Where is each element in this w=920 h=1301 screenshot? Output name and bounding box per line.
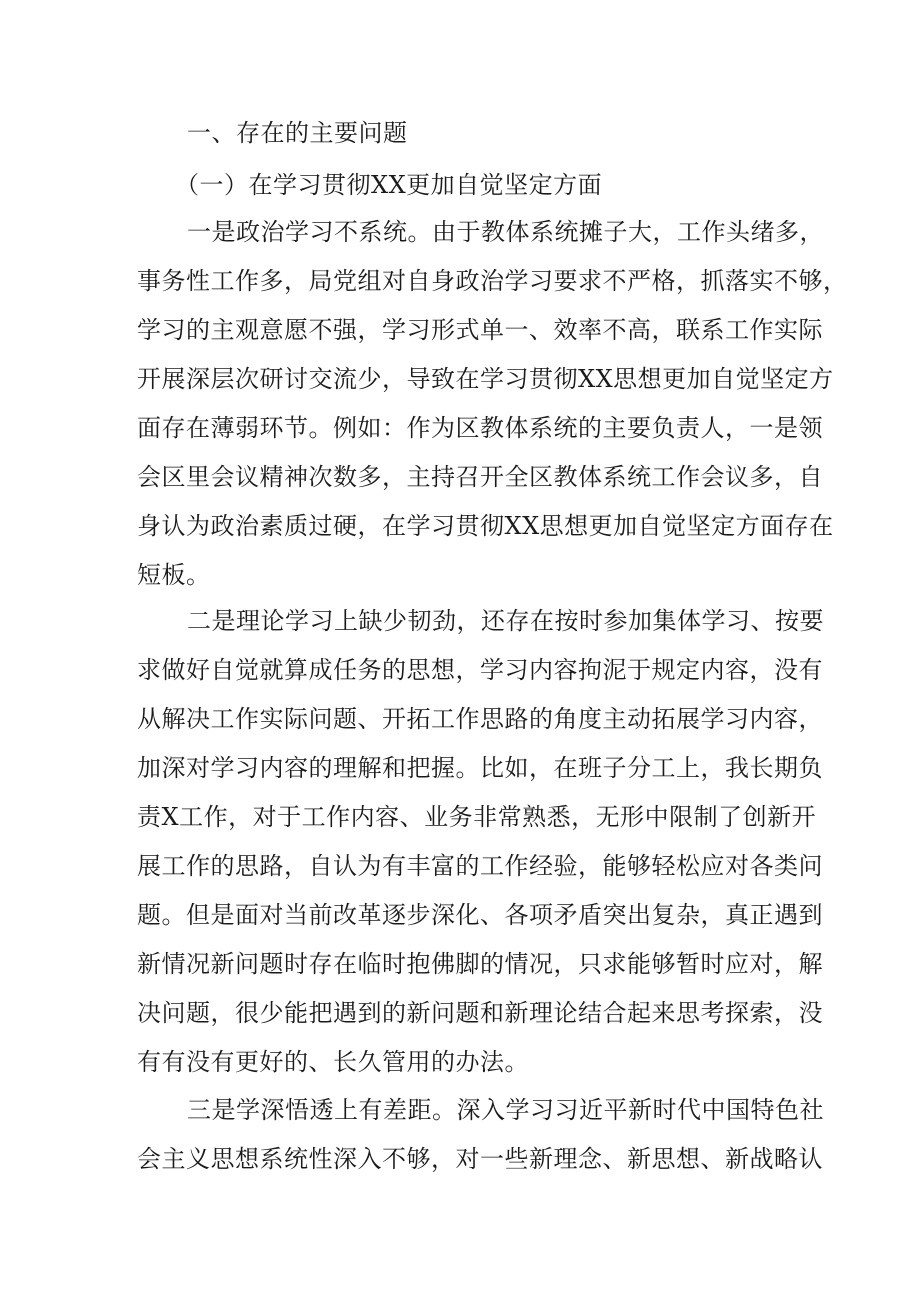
text-line: 短板。	[137, 561, 211, 589]
text-line: 有有没有更好的、长久管用的办法。	[137, 1048, 529, 1076]
text-line: 会主义思想系统性深入不够，对一些新理念、新思想、新战略认	[137, 1145, 823, 1173]
section-heading: 一、存在的主要问题	[187, 119, 408, 147]
text-line: 从解决工作实际问题、开拓工作思路的角度主动拓展学习内容，	[137, 705, 823, 733]
text-line: 事务性工作多，局党组对自身政治学习要求不严格，抓落实不够，	[137, 267, 848, 295]
text-line: 展工作的思路，自认为有丰富的工作经验，能够轻松应对各类问	[137, 852, 823, 880]
text-line: 三是学深悟透上有差距。深入学习习近平新时代中国特色社	[187, 1096, 824, 1124]
text-line: 责X工作，对于工作内容、业务非常熟悉，无形中限制了创新开	[137, 803, 817, 831]
text-line: 决问题，很少能把遇到的新问题和新理论结合起来思考探索，没	[137, 999, 823, 1027]
subsection-heading: （一）在学习贯彻XX更加自觉坚定方面	[175, 171, 603, 199]
text-line: 学习的主观意愿不强，学习形式单一、效率不高，联系工作实际	[137, 316, 823, 344]
text-line: 新情况新问题时存在临时抱佛脚的情况，只求能够暂时应对，解	[137, 950, 823, 978]
text-line: 身认为政治素质过硬，在学习贯彻XX思想更加自觉坚定方面存在	[137, 512, 834, 540]
text-line: 一是政治学习不系统。由于教体系统摊子大，工作头绪多，	[187, 218, 824, 246]
text-line: 面存在薄弱环节。例如：作为区教体系统的主要负责人，一是领	[137, 414, 823, 442]
text-line: 二是理论学习上缺少韧劲，还存在按时参加集体学习、按要	[187, 607, 824, 635]
text-line: 开展深层次研讨交流少，导致在学习贯彻XX思想更加自觉坚定方	[137, 365, 834, 393]
text-line: 题。但是面对当前改革逐步深化、各项矛盾突出复杂，真正遇到	[137, 901, 823, 929]
text-line: 加深对学习内容的理解和把握。比如，在班子分工上，我长期负	[137, 754, 823, 782]
text-line: 求做好自觉就算成任务的思想，学习内容拘泥于规定内容，没有	[137, 656, 823, 684]
text-line: 会区里会议精神次数多，主持召开全区教体系统工作会议多，自	[137, 463, 823, 491]
